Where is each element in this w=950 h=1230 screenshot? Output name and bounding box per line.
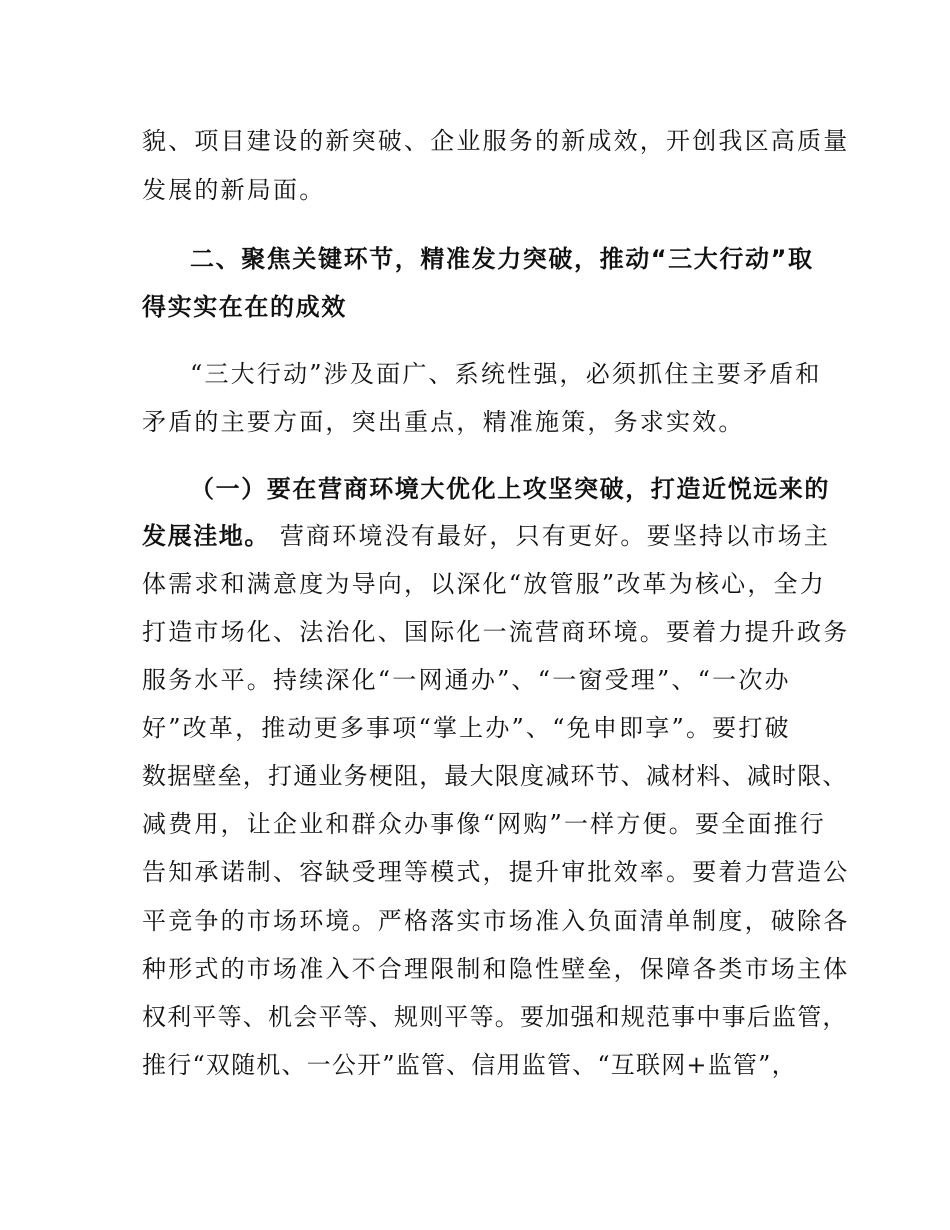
section-heading: 二、聚焦关键环节，精准发力突破，推动“三大行动”取 bbox=[190, 245, 814, 273]
paragraph-line: 好”改革，推动更多事项“掌上办”、“免申即享”。要打破 bbox=[142, 714, 791, 742]
paragraph-line: 打造市场化、法治化、国际化一流营商环境。要着力提升政务 bbox=[142, 618, 850, 646]
paragraph-line: 种形式的市场准入不合理限制和隐性壁垒，保障各类市场主体 bbox=[142, 955, 850, 983]
paragraph-line: 权利平等、机会平等、规则平等。要加强和规范事中事后监管， bbox=[142, 1003, 848, 1031]
paragraph-line: 推行“双随机、一公开”监管、信用监管、“互联网+监管”， bbox=[142, 1051, 797, 1079]
paragraph-line: 貌、项目建设的新突破、企业服务的新成效，开创我区高质量 bbox=[142, 127, 850, 155]
subsection-heading-end: 发展洼地。 bbox=[142, 522, 270, 550]
section-heading: 得实实在在的成效 bbox=[142, 293, 347, 321]
paragraph-line: 服务水平。持续深化“一网通办”、“一窗受理”、“一次办 bbox=[142, 666, 791, 694]
paragraph-line: 发展的新局面。 bbox=[142, 176, 326, 204]
paragraph-text: 营商环境没有最好，只有更好。要坚持以市场主 bbox=[270, 522, 831, 550]
paragraph-line bbox=[142, 521, 830, 551]
paragraph-line: 减费用，让企业和群众办事像“网购”一样方便。要全面推行 bbox=[142, 810, 826, 838]
paragraph-line: 告知承诺制、容缺受理等模式，提升审批效率。要着力营造公 bbox=[142, 858, 850, 886]
paragraph-line: 平竞争的市场环境。严格落实市场准入负面清单制度，破除各 bbox=[142, 907, 850, 935]
paragraph-line: “三大行动”涉及面广、系统性强，必须抓住主要矛盾和 bbox=[190, 360, 822, 388]
paragraph-line: 体需求和满意度为导向，以深化“放管服”改革为核心，全力 bbox=[142, 570, 826, 598]
paragraph-line: 矛盾的主要方面，突出重点，精准施策，务求实效。 bbox=[142, 408, 745, 436]
subsection-heading: （一）要在营商环境大优化上攻坚突破，打造近悦远来的 bbox=[190, 475, 830, 503]
paragraph-line: 数据壁垒，打通业务梗阻，最大限度减环节、减材料、减时限、 bbox=[142, 762, 848, 790]
